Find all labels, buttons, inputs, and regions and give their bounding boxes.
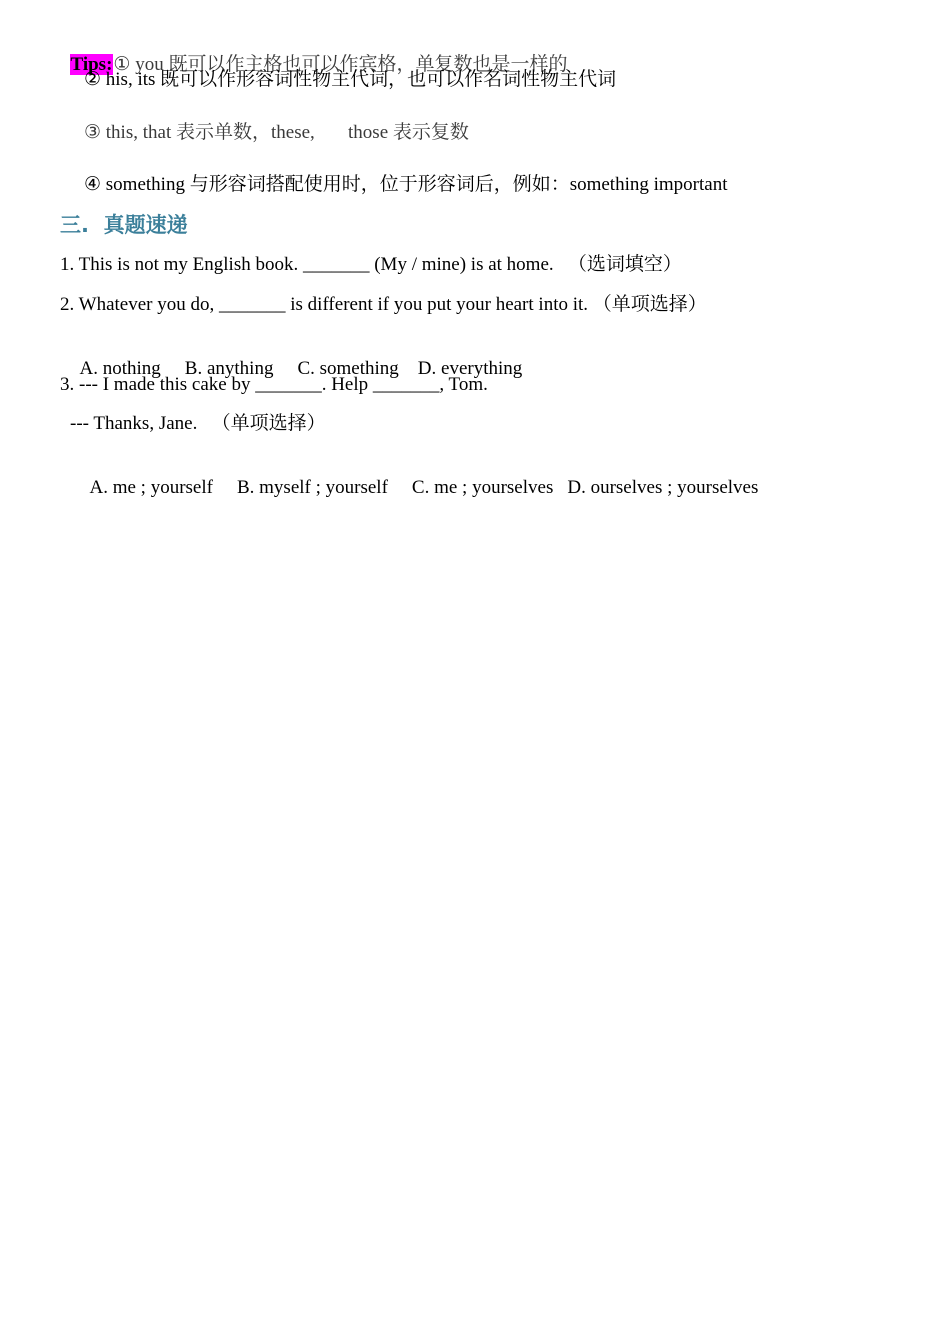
tips-label: Tips: [70, 54, 113, 75]
question-3-option-b: B. myself ; yourself [236, 477, 388, 498]
question-3-option-d: D. ourselves ; yourselves [567, 477, 759, 498]
tip-2: ② his, its 既可以作形容词性物主代词，也可以作名词性物主代词 [84, 69, 617, 90]
question-2-option-a: A. nothing [79, 358, 161, 379]
question-3-option-c: C. me ; yourselves [411, 477, 554, 498]
question-2-option-c: C. something [297, 358, 399, 379]
tip-4: ④ something 与形容词搭配使用时，位于形容词后，例如：something important [84, 174, 728, 195]
question-3-options [80, 452, 758, 500]
question-2-option-d: D. everything [417, 358, 523, 379]
tip-1-text: ① you 既可以作主格也可以作宾格，单复数也是一样的 [113, 54, 568, 75]
question-2-stem: 2. Whatever you do, _______ is different if you put your heart into it. （单项选择） [60, 294, 707, 315]
question-3-reply: --- Thanks, Jane. （单项选择） [70, 413, 326, 434]
question-3-stem: 3. --- I made this cake by _______. Help _______, Tom. [60, 374, 488, 395]
tip-3: ③ this, that 表示单数，these, those 表示复数 [84, 122, 469, 143]
question-3-option-a: A. me ; yourself [89, 477, 213, 498]
question-1-stem: 1. This is not my English book. _______ (My / mine) is at home. （选词填空） [60, 254, 682, 275]
section-title: 三. 真题速递 [60, 213, 188, 237]
question-2-option-b: B. anything [184, 358, 274, 379]
